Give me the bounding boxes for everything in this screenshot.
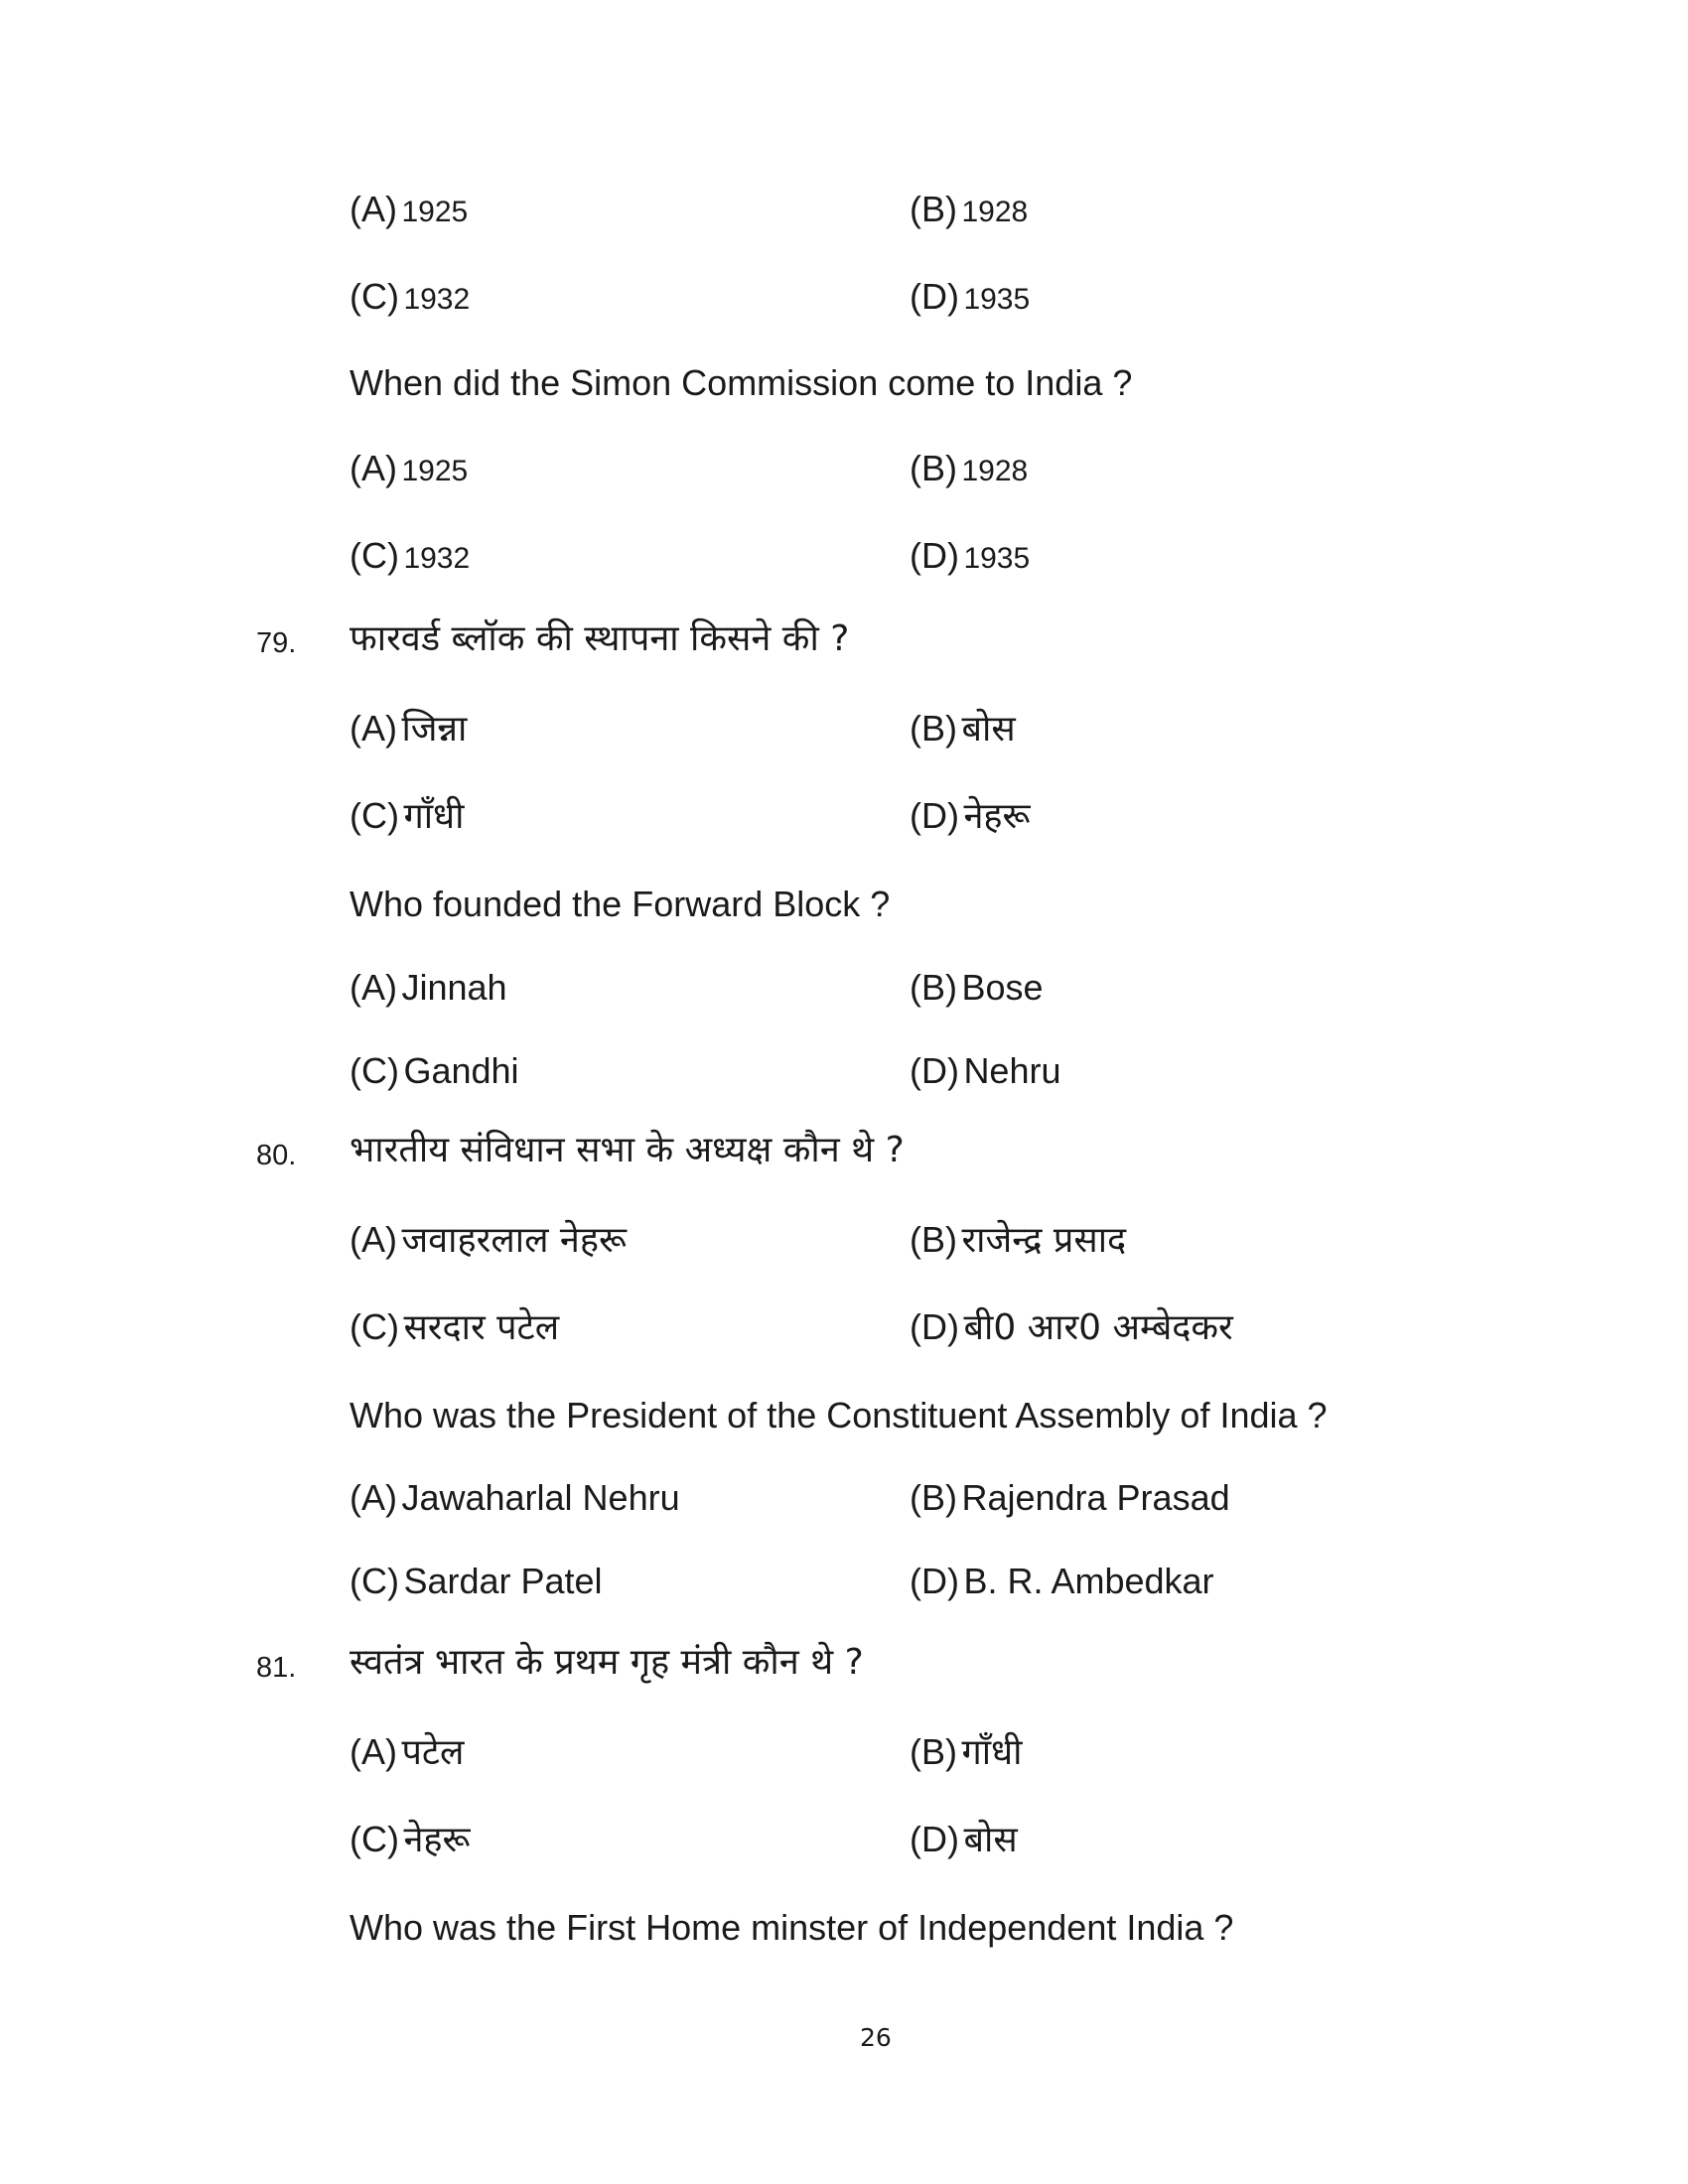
- option-text: 1935: [963, 283, 1031, 316]
- option-text: नेहरू: [403, 1820, 471, 1860]
- option-label: (C): [350, 276, 399, 317]
- option-label: (A): [350, 1219, 397, 1260]
- option-text: बोस: [963, 1820, 1018, 1860]
- q78-en-option-a: [350, 448, 469, 488]
- option-text: Jawaharlal Nehru: [401, 1477, 680, 1518]
- option-label: (A): [350, 1477, 397, 1518]
- option-text: बोस: [961, 709, 1016, 750]
- q80-hi-option-c: [350, 1306, 560, 1348]
- option-label: (B): [910, 1477, 957, 1518]
- option-text: Jinnah: [401, 967, 507, 1008]
- q81-question-hi: स्वतंत्र भारत के प्रथम गृह मंत्री कौन थे ?: [350, 1642, 864, 1683]
- q78-hi-option-b: [910, 189, 1029, 229]
- q79-hi-option-b: [910, 708, 1016, 750]
- option-text: Gandhi: [403, 1050, 519, 1091]
- option-text: नेहरू: [963, 796, 1031, 837]
- option-text: 1932: [403, 283, 471, 316]
- option-text: राजेन्द्र प्रसाद: [961, 1220, 1127, 1261]
- q79-en-option-d: [910, 1050, 1061, 1091]
- option-label: (A): [350, 448, 397, 488]
- q79-number: 79.: [256, 627, 297, 659]
- q80-hi-option-d: [910, 1306, 1233, 1348]
- option-label: (D): [910, 1306, 959, 1347]
- q80-en-option-c: [350, 1561, 603, 1601]
- q78-hi-option-a: [350, 189, 469, 229]
- q79-en-option-a: [350, 967, 507, 1008]
- q81-hi-option-d: [910, 1819, 1018, 1860]
- option-text: गाँधी: [961, 1732, 1023, 1773]
- option-text: Nehru: [963, 1050, 1061, 1091]
- q81-hi-option-a: [350, 1731, 465, 1773]
- q81-hi-option-b: [910, 1731, 1023, 1773]
- option-label: (B): [910, 708, 957, 749]
- q79-question-hi: फारवर्ड ब्लॉक की स्थापना किसने की ?: [350, 618, 850, 659]
- option-label: (D): [910, 1561, 959, 1601]
- q78-en-option-d: [910, 535, 1031, 576]
- option-label: (D): [910, 795, 959, 836]
- q79-hi-option-c: [350, 795, 465, 837]
- option-text: पटेल: [401, 1732, 465, 1773]
- q79-en-option-b: [910, 967, 1044, 1008]
- q78-hi-option-d: [910, 276, 1031, 317]
- option-label: (A): [350, 1731, 397, 1772]
- q80-question-en: Who was the President of the Constituent Assembly of India ?: [350, 1395, 1328, 1435]
- q80-number: 80.: [256, 1140, 297, 1171]
- option-text: बी0 आर0 अम्बेदकर: [963, 1307, 1233, 1348]
- option-label: (D): [910, 276, 959, 317]
- option-label: (C): [350, 795, 399, 836]
- option-label: (C): [350, 1819, 399, 1859]
- option-label: (D): [910, 535, 959, 576]
- q80-question-hi: भारतीय संविधान सभा के अध्यक्ष कौन थे ?: [350, 1130, 905, 1170]
- q78-question-en: When did the Simon Commission come to India ?: [350, 362, 1133, 403]
- option-label: (B): [910, 189, 957, 229]
- q80-en-option-d: [910, 1561, 1214, 1601]
- option-label: (B): [910, 1219, 957, 1260]
- option-label: (B): [910, 1731, 957, 1772]
- q80-en-option-b: [910, 1477, 1230, 1518]
- q80-hi-option-b: [910, 1219, 1127, 1261]
- option-label: (D): [910, 1819, 959, 1859]
- option-text: सरदार पटेल: [403, 1307, 560, 1348]
- option-label: (C): [350, 1050, 399, 1091]
- q78-hi-option-c: [350, 276, 471, 317]
- option-text: जिन्ना: [401, 709, 468, 750]
- q79-hi-option-a: [350, 708, 468, 750]
- option-label: (B): [910, 448, 957, 488]
- page-number: 26: [860, 2023, 892, 2052]
- q81-hi-option-c: [350, 1819, 471, 1860]
- option-label: (B): [910, 967, 957, 1008]
- option-text: 1928: [961, 455, 1029, 487]
- q80-en-option-a: [350, 1477, 680, 1518]
- option-text: Sardar Patel: [403, 1561, 603, 1601]
- q78-en-option-b: [910, 448, 1029, 488]
- option-label: (C): [350, 535, 399, 576]
- q79-hi-option-d: [910, 795, 1031, 837]
- option-text: Bose: [961, 967, 1044, 1008]
- q80-hi-option-a: [350, 1219, 627, 1261]
- option-text: B. R. Ambedkar: [963, 1561, 1214, 1601]
- q79-question-en: Who founded the Forward Block ?: [350, 884, 891, 924]
- option-label: (A): [350, 708, 397, 749]
- option-text: 1925: [401, 196, 469, 228]
- option-text: 1932: [403, 542, 471, 575]
- q79-en-option-c: [350, 1050, 519, 1091]
- option-text: Rajendra Prasad: [961, 1477, 1230, 1518]
- option-label: (A): [350, 967, 397, 1008]
- option-label: (C): [350, 1561, 399, 1601]
- option-text: 1935: [963, 542, 1031, 575]
- option-text: जवाहरलाल नेहरू: [401, 1220, 627, 1261]
- option-label: (D): [910, 1050, 959, 1091]
- option-label: (A): [350, 189, 397, 229]
- option-label: (C): [350, 1306, 399, 1347]
- option-text: 1925: [401, 455, 469, 487]
- q81-number: 81.: [256, 1652, 297, 1684]
- q78-en-option-c: [350, 535, 471, 576]
- option-text: गाँधी: [403, 796, 465, 837]
- q81-question-en: Who was the First Home minster of Independent India ?: [350, 1907, 1234, 1948]
- option-text: 1928: [961, 196, 1029, 228]
